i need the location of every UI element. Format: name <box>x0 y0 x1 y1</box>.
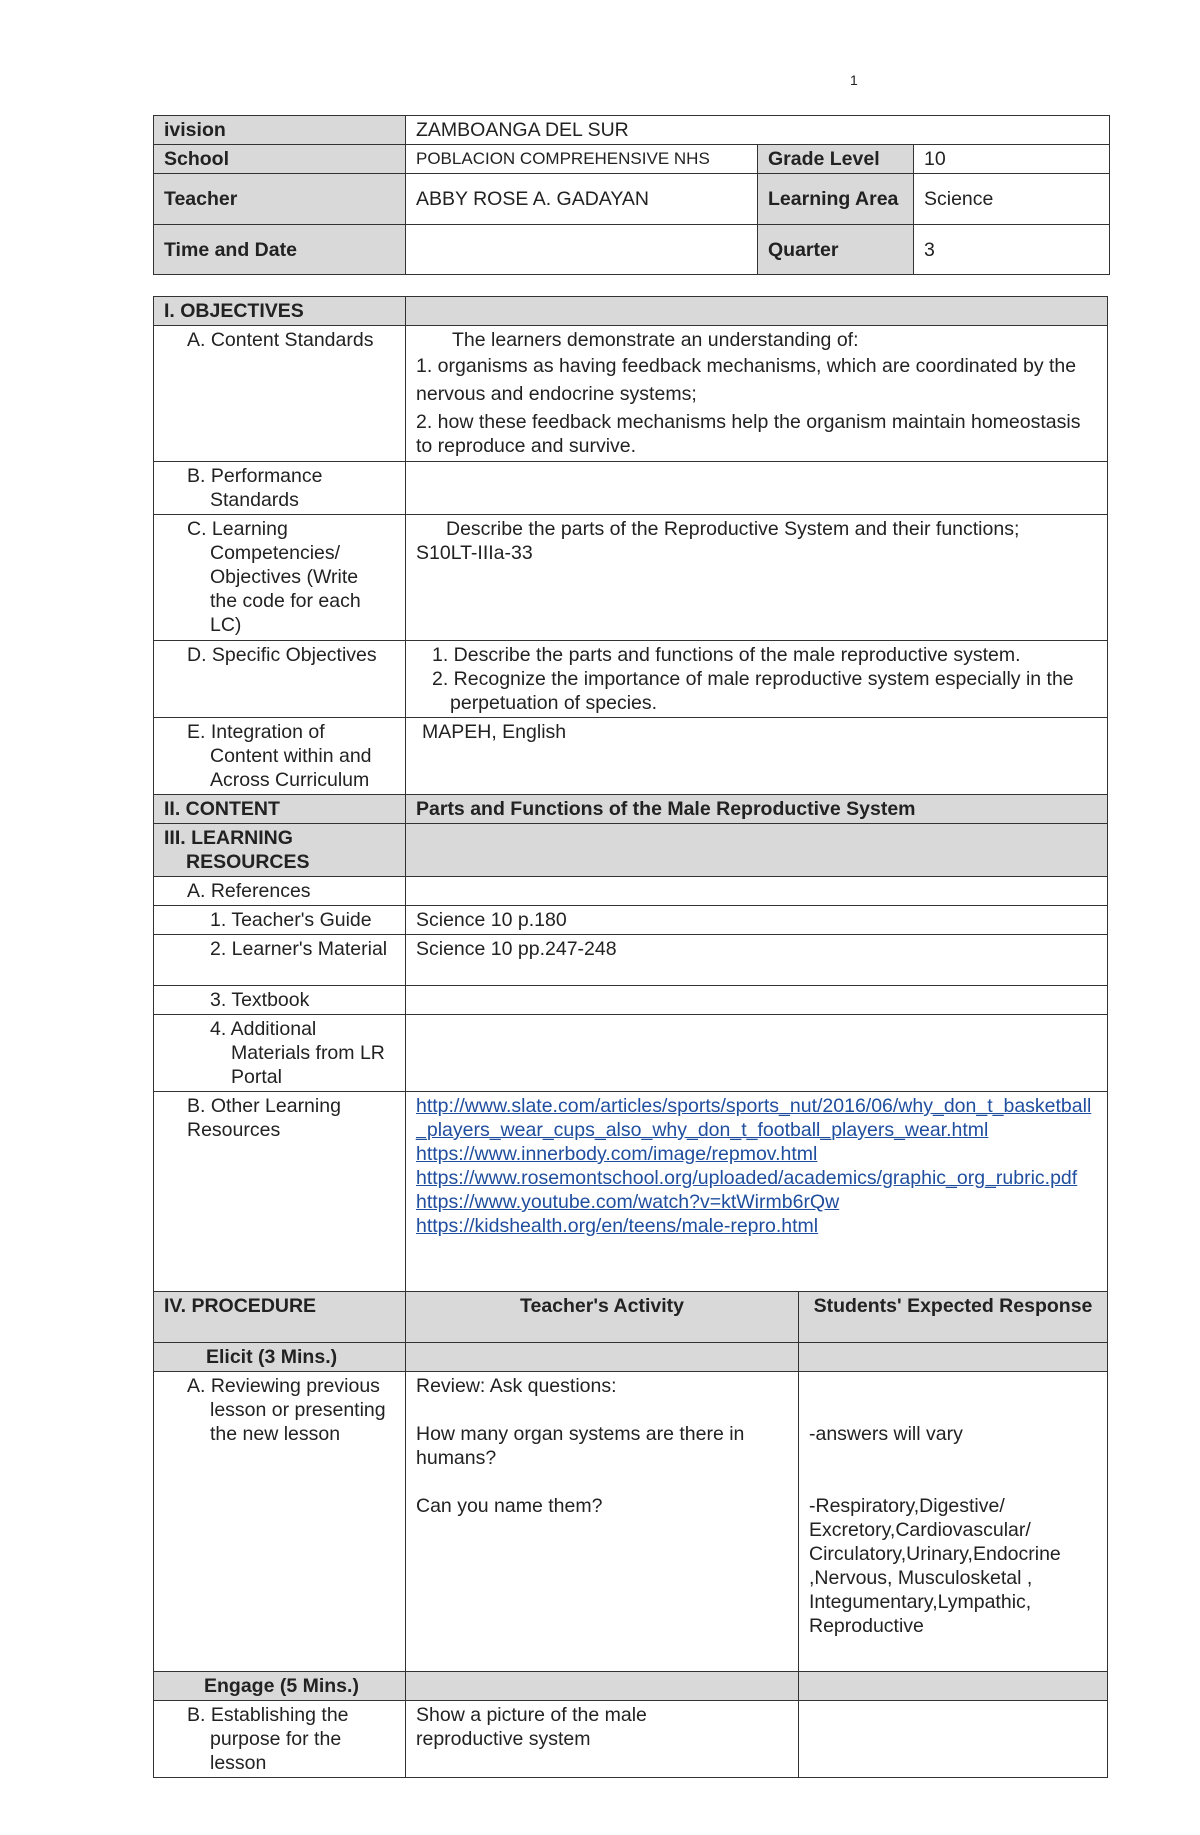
content-standards-label: A. Content Standards <box>154 326 406 462</box>
content-value: Parts and Functions of the Male Reproductive System <box>406 795 1108 824</box>
other-resources-label: B. Other Learning Resources <box>154 1092 406 1292</box>
time-date-value <box>406 225 758 275</box>
page-number: 1 <box>850 72 858 88</box>
teachers-guide-value: Science 10 p.180 <box>406 906 1108 935</box>
content-standards-item-2: 2. how these feedback mechanisms help the organism maintain homeostasis to reproduce and survive. <box>416 411 1081 457</box>
performance-standards-label: B. Performance Standards <box>154 462 406 515</box>
teacher-value: ABBY ROSE A. GADAYAN <box>406 174 758 225</box>
lesson-plan-table <box>153 296 1108 1778</box>
specific-objective-2: 2. Recognize the importance of male reproductive system especially in the perpetuation of species. <box>432 668 1074 714</box>
additional-materials-label: 4. Additional Materials from LR Portal <box>154 1015 406 1092</box>
references-label: A. References <box>154 877 406 906</box>
review-intro: Review: Ask questions: <box>416 1375 617 1397</box>
division-value: ZAMBOANGA DEL SUR <box>406 116 1110 145</box>
grade-level-label: Grade Level <box>758 145 914 174</box>
learning-area-value: Science <box>914 174 1110 225</box>
content-heading: II. CONTENT <box>154 795 406 824</box>
content-standards-intro: The learners demonstrate an understanding of: <box>452 329 859 351</box>
resources-heading: III. LEARNING RESOURCES <box>154 824 406 877</box>
resource-link-kidshealth[interactable]: https://kidshealth.org/en/teens/male-repro.html <box>416 1215 819 1237</box>
learning-area-label: Learning Area <box>758 174 914 225</box>
teacher-activity-header: Teacher's Activity <box>406 1292 799 1343</box>
specific-objectives-label: D. Specific Objectives <box>154 641 406 718</box>
learners-material-value: Science 10 pp.247-248 <box>406 935 1108 986</box>
content-standards-item-1: 1. organisms as having feedback mechanisms, which are coordinated by the nervous and endocrine systems; <box>416 355 1077 405</box>
review-answer-1: -answers will vary <box>809 1423 963 1445</box>
textbook-label: 3. Textbook <box>154 986 406 1015</box>
integration-label: E. Integration of Content within and Across Curriculum <box>154 718 406 795</box>
time-date-label: Time and Date <box>154 225 406 275</box>
school-value: POBLACION COMPREHENSIVE NHS <box>406 145 758 174</box>
resource-link-rosemont[interactable]: https://www.rosemontschool.org/uploaded/academics/graphic_org_rubric.pdf <box>416 1167 1078 1189</box>
resource-link-slate[interactable]: http://www.slate.com/articles/sports/sports_nut/2016/06/why_don_t_basketball_players_wear_cups_also_why_don_t_football_players_wear.html <box>416 1095 1092 1141</box>
review-answer-2: -Respiratory,Digestive/ Excretory,Cardiovascular/ Circulatory,Urinary,Endocrine ,Nervous, Musculosketal , Integumentary,Lympathic, Reproductive <box>809 1495 1061 1637</box>
grade-level-value: 10 <box>914 145 1110 174</box>
teachers-guide-label: 1. Teacher's Guide <box>154 906 406 935</box>
engage-label: Engage (5 Mins.) <box>154 1672 406 1701</box>
resource-link-innerbody[interactable]: https://www.innerbody.com/image/repmov.html <box>416 1143 818 1165</box>
reviewing-label: A. Reviewing previous lesson or presenting the new lesson <box>154 1372 406 1672</box>
learners-material-label: 2. Learner's Material <box>154 935 406 986</box>
learning-competencies-value: Describe the parts of the Reproductive System and their functions; <box>446 518 1020 540</box>
school-label: School <box>154 145 406 174</box>
quarter-label: Quarter <box>758 225 914 275</box>
quarter-value: 3 <box>914 225 1110 275</box>
establishing-value: Show a picture of the male reproductive system <box>406 1701 799 1778</box>
specific-objective-1: 1. Describe the parts and functions of the male reproductive system. <box>432 644 1021 666</box>
division-label: ivision <box>154 116 406 145</box>
header-table <box>153 115 1110 275</box>
establishing-label: B. Establishing the purpose for the lesson <box>154 1701 406 1778</box>
review-question-1: How many organ systems are there in humans? <box>416 1423 745 1469</box>
objectives-heading: I. OBJECTIVES <box>154 297 406 326</box>
performance-standards-value <box>406 462 1108 515</box>
review-question-2: Can you name them? <box>416 1495 603 1517</box>
procedure-heading: IV. PROCEDURE <box>154 1292 406 1343</box>
student-response-header: Students' Expected Response <box>799 1292 1108 1343</box>
learning-competencies-label: C. Learning Competencies/ Objectives (Write the code for each LC) <box>154 515 406 641</box>
elicit-label: Elicit (3 Mins.) <box>154 1343 406 1372</box>
resource-link-youtube[interactable]: https://www.youtube.com/watch?v=ktWirmb6rQw <box>416 1191 840 1213</box>
teacher-label: Teacher <box>154 174 406 225</box>
learning-competencies-code: S10LT-IIIa-33 <box>416 542 533 564</box>
integration-value: MAPEH, English <box>406 718 1108 795</box>
